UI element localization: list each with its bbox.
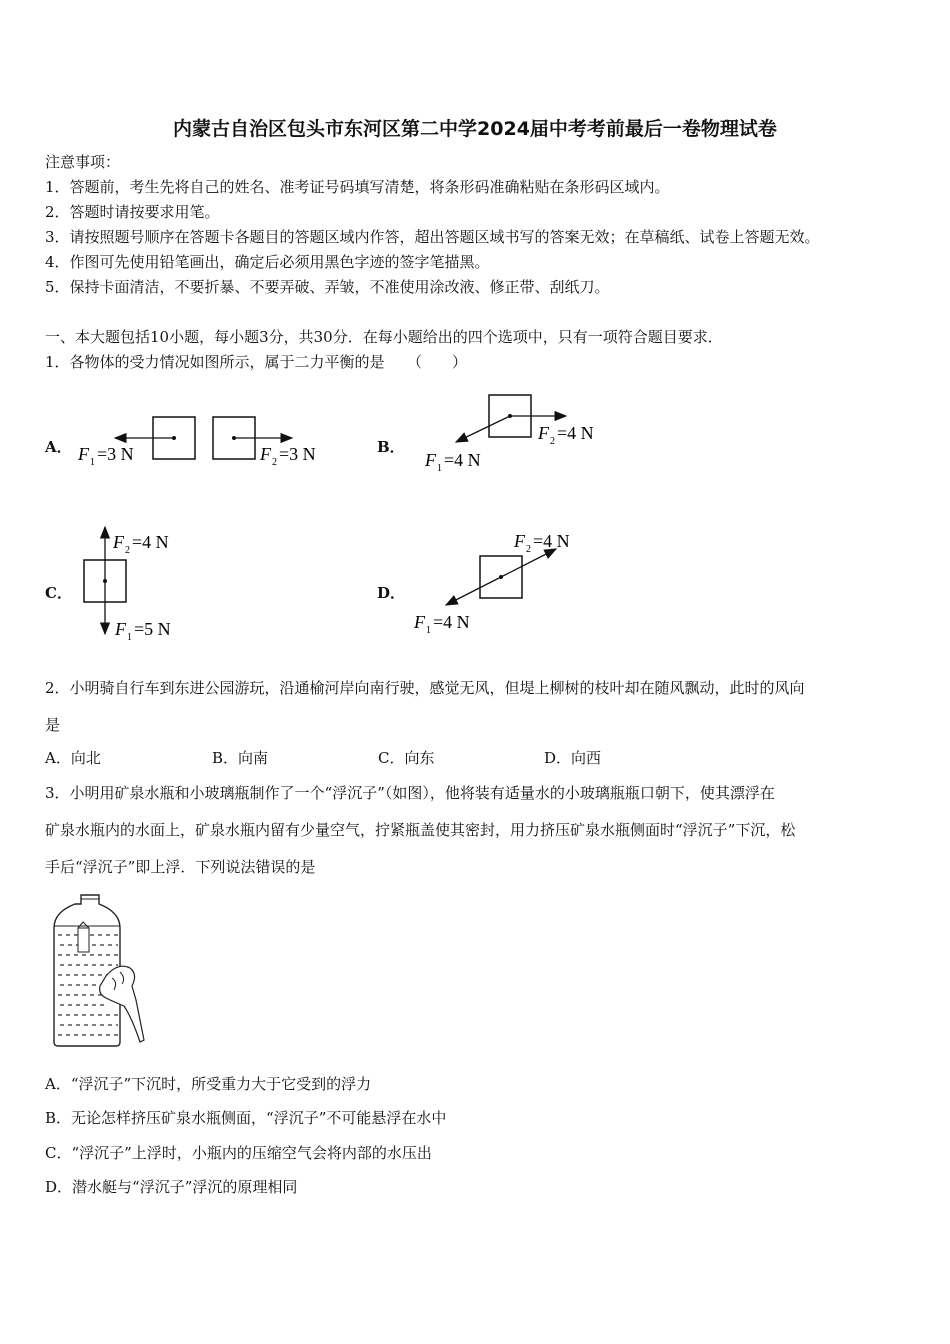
section-heading: 一、本大题包括10小题，每小题3分，共30分．在每小题给出的四个选项中，只有一项符合题目要求．	[45, 328, 723, 346]
force-symbol: F	[260, 444, 271, 464]
q1-option-c-label: C．	[45, 584, 72, 602]
force-subscript: 1	[90, 457, 95, 468]
q3-option-b: B．无论怎样挤压矿泉水瓶侧面，“浮沉子”不可能悬浮在水中	[45, 1109, 447, 1127]
q2-option-c: C．向东	[378, 749, 435, 767]
force-symbol: F	[414, 612, 425, 632]
force-f2-value: =4 N	[533, 531, 570, 551]
force-subscript: 1	[127, 632, 132, 643]
force-symbol: F	[113, 532, 124, 552]
q1-option-b-label: B．	[377, 438, 405, 456]
force-symbol: F	[514, 531, 525, 551]
force-symbol: F	[538, 423, 549, 443]
q3-option-c: C．“浮沉子”上浮时，小瓶内的压缩空气会将内部的水压出	[45, 1144, 432, 1162]
q3-stem: 手后“浮沉子”即上浮．下列说法错误的是	[45, 858, 316, 876]
page-title: 内蒙古自治区包头市东河区第二中学2024届中考考前最后一卷物理试卷	[173, 118, 777, 140]
q2-option-a: A．向北	[45, 749, 101, 767]
force-subscript: 2	[272, 457, 277, 468]
force-f2-value: =3 N	[279, 444, 316, 464]
notice-item: 2．答题时请按要求用笔。	[45, 203, 220, 221]
q1-stem: 1．各物体的受力情况如图所示，属于二力平衡的是 （ ）	[45, 353, 468, 371]
q2-option-d: D．向西	[544, 749, 602, 767]
q3-stem: 3．小明用矿泉水瓶和小玻璃瓶制作了一个“浮沉子”（如图），他将装有适量水的小玻璃瓶瓶口朝下，使其漂浮在	[45, 784, 775, 802]
notice-item: 5．保持卡面清洁，不要折暴、不要弄破、弄皱，不准使用涂改液、修正带、刮纸刀。	[45, 278, 610, 296]
notice-item: 4．作图可先使用铅笔画出，确定后必须用黑色字迹的签字笔描黑。	[45, 253, 490, 271]
force-subscript: 2	[526, 544, 531, 555]
force-subscript: 2	[550, 436, 555, 447]
force-f1-value: =3 N	[97, 444, 134, 464]
force-f1-value: =4 N	[444, 450, 481, 470]
force-symbol: F	[78, 444, 89, 464]
force-f2-value: =4 N	[557, 423, 594, 443]
q3-option-d: D．潜水艇与“浮沉子”浮沉的原理相同	[45, 1178, 298, 1196]
force-f1-value: =5 N	[134, 619, 171, 639]
q3-stem: 矿泉水瓶内的水面上，矿泉水瓶内留有少量空气，拧紧瓶盖使其密封，用力挤压矿泉水瓶侧面时“浮沉子”下沉，松	[45, 821, 796, 839]
force-symbol: F	[115, 619, 126, 639]
force-f1-value: =4 N	[433, 612, 470, 632]
force-subscript: 1	[437, 463, 442, 474]
small-glass-bottle	[78, 928, 89, 952]
notice-item: 3．请按照题号顺序在答题卡各题目的答题区域内作答，超出答题区域书写的答案无效；在草稿纸、试卷上答题无效。	[45, 228, 820, 246]
force-symbol: F	[425, 450, 436, 470]
force-subscript: 2	[125, 545, 130, 556]
q3-bottle-figure	[48, 890, 148, 1052]
q1-diagram-c	[75, 520, 205, 645]
q1-diagram-b	[420, 385, 620, 480]
force-subscript: 1	[426, 625, 431, 636]
q1-option-a-label: A．	[45, 438, 72, 456]
notice-item: 1．答题前，考生先将自己的姓名、准考证号码填写清楚，将条形码准确粘贴在条形码区域内。	[45, 178, 670, 196]
notice-heading: 注意事项：	[45, 153, 121, 171]
q1-diagram-d	[410, 525, 590, 640]
force-f2-value: =4 N	[132, 532, 169, 552]
svg-text:F	[77, 444, 90, 464]
q2-option-b: B．向南	[212, 749, 269, 767]
q1-option-d-label: D．	[377, 584, 406, 602]
q2-stem: 2．小明骑自行车到东进公园游玩，沿通榆河岸向南行驶，感觉无风，但堤上柳树的枝叶却在随风飘动，此时的风向	[45, 679, 805, 697]
hand	[100, 966, 144, 1042]
q1-diagram-a	[70, 405, 340, 480]
q3-option-a: A．“浮沉子”下沉时，所受重力大于它受到的浮力	[45, 1075, 372, 1093]
bottle-outline	[54, 895, 120, 1046]
q2-stem: 是	[45, 716, 61, 734]
